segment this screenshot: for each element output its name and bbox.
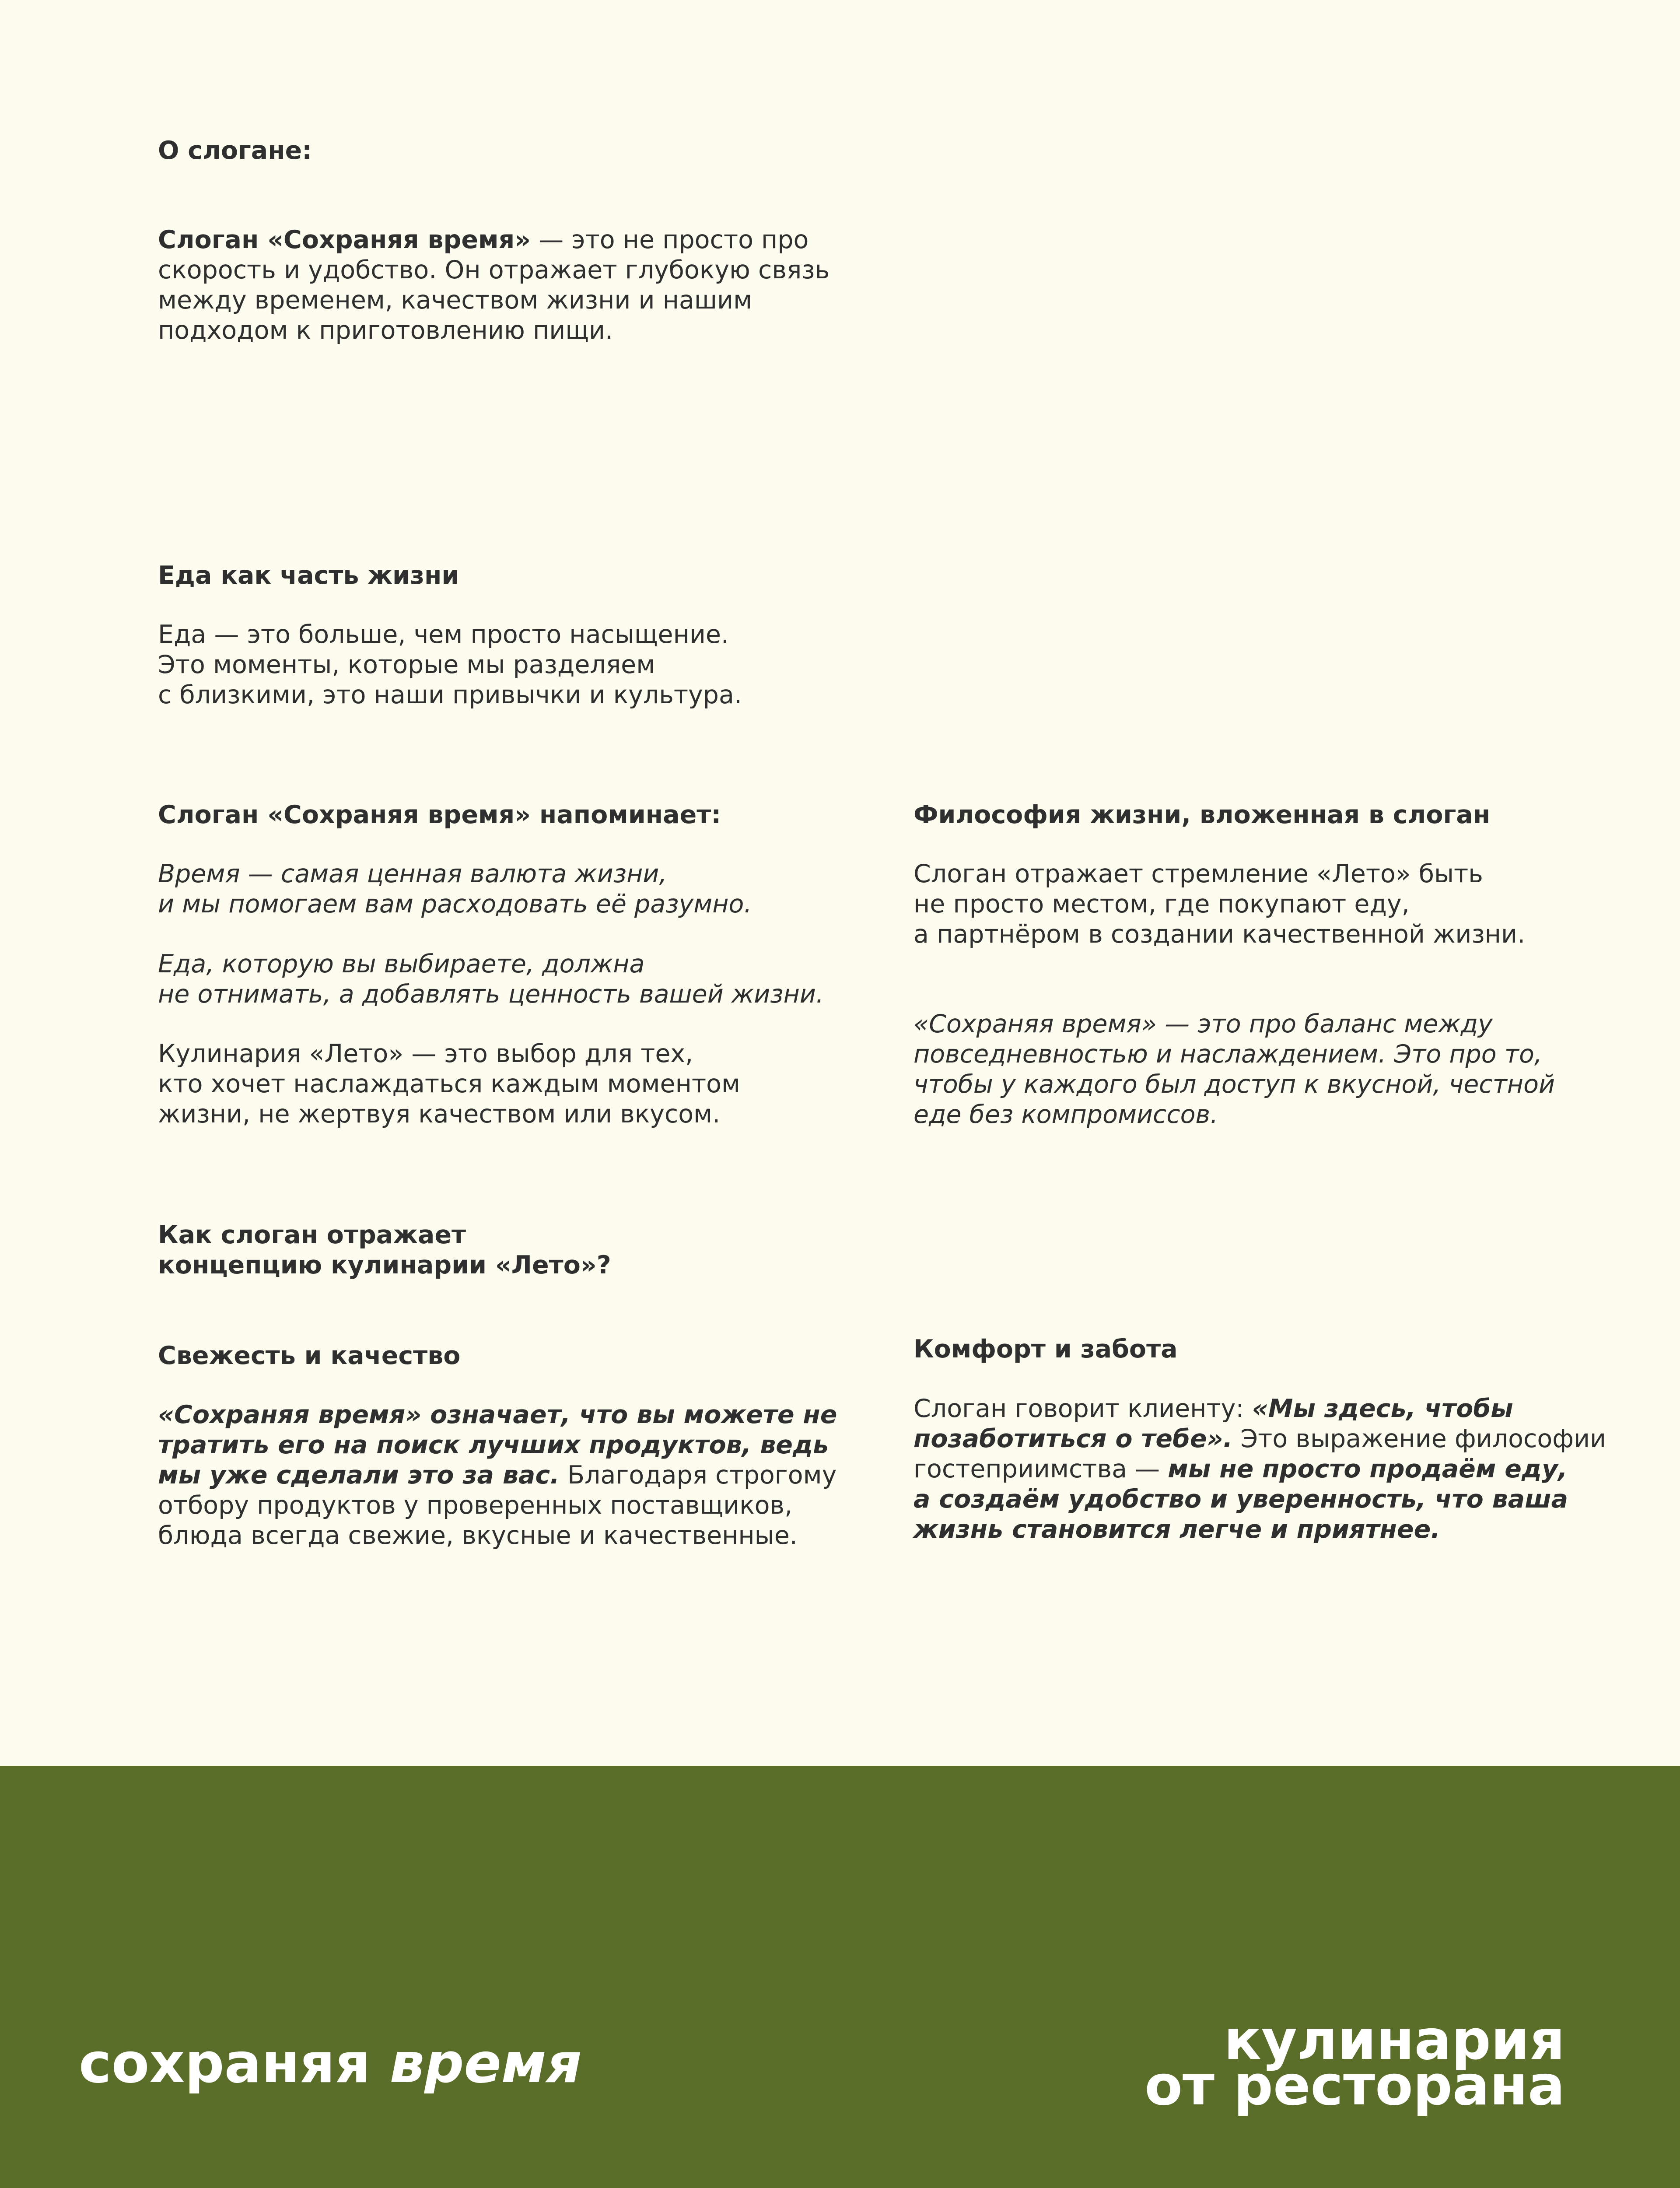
- concept-heading: [158, 1220, 611, 1280]
- reminds-line: Еда, которую вы выбираете, должна: [158, 950, 645, 978]
- philosophy-line: еде без компромиссов.: [914, 1100, 1218, 1129]
- freshness-line: «Сохраняя время» означает, что вы можете не: [158, 1400, 837, 1429]
- freshness-rest: Благодаря строгому: [559, 1461, 837, 1490]
- slogan-name-bold: Слоган «Сохраняя время»: [158, 225, 531, 254]
- concept-heading-line: концепцию кулинарии «Лето»?: [158, 1251, 611, 1280]
- freshness-block: [158, 1341, 460, 1371]
- comfort-plain: гостеприимства —: [914, 1455, 1168, 1483]
- freshness-line: тратить его на поиск лучших продуктов, ведь: [158, 1431, 829, 1459]
- banner-slogan-italic: время: [389, 2031, 582, 2095]
- philosophy-line: а партнёром в создании качественной жизни.: [914, 920, 1526, 949]
- banner-slogan-plain: сохраняя: [79, 2031, 390, 2095]
- freshness-text: [158, 1400, 837, 1551]
- philosophy-line: «Сохраняя время» — это про баланс между: [914, 1010, 1493, 1038]
- reminds-line: Кулинария «Лето» — это выбор для тех,: [158, 1039, 693, 1068]
- about-slogan-block: [158, 136, 312, 166]
- lead-line: между временем, качеством жизни и нашим: [158, 286, 752, 315]
- banner-tagline: [1144, 2008, 1565, 2118]
- philosophy-italic: [914, 1009, 1555, 1130]
- food-life-line: Это моменты, которые мы разделяем: [158, 650, 655, 679]
- reminds-line: жизни, не жертвуя качеством или вкусом.: [158, 1100, 721, 1129]
- banner-tagline-line: от ресторана: [1144, 2053, 1565, 2118]
- lead-first-rest: — это не просто про: [531, 225, 809, 254]
- comfort-line: а создаём удобство и уверенность, что ваша: [914, 1485, 1568, 1514]
- food-life-text: [158, 620, 742, 710]
- philosophy-line: не просто местом, где покупают еду,: [914, 890, 1410, 919]
- reminds-line: не отнимать, а добавлять ценность вашей жизни.: [158, 980, 824, 1009]
- food-life-line: Еда — это больше, чем просто насыщение.: [158, 620, 729, 649]
- comfort-heading: Комфорт и забота: [914, 1335, 1178, 1364]
- comfort-block: [914, 1334, 1178, 1364]
- philosophy-line: повседневностью и наслаждением. Это про то,: [914, 1040, 1542, 1069]
- reminds-line: и мы помогаем вам расходовать её разумно.: [158, 890, 752, 919]
- comfort-plain: Слоган говорит клиенту:: [914, 1394, 1252, 1423]
- food-life-line: с близкими, это наши привычки и культура.: [158, 680, 742, 709]
- comfort-bold-italic: позаботиться о тебе».: [914, 1424, 1233, 1453]
- philosophy-plain: [914, 859, 1525, 950]
- about-slogan-heading: О слогане:: [158, 136, 312, 165]
- reminds-italic-2: [158, 949, 824, 1010]
- comfort-bold-italic: «Мы здесь, чтобы: [1252, 1394, 1513, 1423]
- freshness-heading: Свежесть и качество: [158, 1341, 461, 1370]
- about-slogan-text: [158, 225, 830, 346]
- reminds-line: кто хочет наслаждаться каждым моментом: [158, 1069, 740, 1098]
- philosophy-line: чтобы у каждого был доступ к вкусной, честной: [914, 1070, 1555, 1099]
- freshness-line: отбору продуктов у проверенных поставщиков,: [158, 1491, 793, 1520]
- reminds-block: [158, 800, 721, 830]
- food-life-heading: Еда как часть жизни: [158, 561, 459, 590]
- reminds-italic-1: [158, 859, 752, 919]
- reminds-plain: [158, 1039, 740, 1129]
- lead-line: подходом к приготовлению пищи.: [158, 316, 613, 345]
- brand-banner: [0, 1766, 1680, 2188]
- comfort-text: [914, 1394, 1606, 1545]
- lead-line: скорость и удобство. Он отражает глубокую связь: [158, 256, 830, 284]
- comfort-plain: Это выражение философии: [1232, 1424, 1606, 1453]
- philosophy-block: [914, 800, 1490, 830]
- comfort-bold-italic: мы не просто продаём еду,: [1168, 1455, 1568, 1483]
- philosophy-line: Слоган отражает стремление «Лето» быть: [914, 859, 1483, 888]
- freshness-line: блюда всегда свежие, вкусные и качественные.: [158, 1521, 798, 1550]
- reminds-line: Время — самая ценная валюта жизни,: [158, 859, 667, 888]
- comfort-line: жизнь становится легче и приятнее.: [914, 1515, 1440, 1544]
- freshness-bold-end: мы уже сделали это за вас.: [158, 1461, 560, 1490]
- concept-heading-line: Как слоган отражает: [158, 1220, 466, 1249]
- banner-slogan: [79, 2030, 582, 2096]
- food-life-block: [158, 561, 459, 591]
- reminds-heading: Слоган «Сохраняя время» напоминает:: [158, 800, 721, 829]
- philosophy-heading: Философия жизни, вложенная в слоган: [914, 800, 1491, 829]
- banner-tagline-line: кулинария: [1224, 2008, 1565, 2072]
